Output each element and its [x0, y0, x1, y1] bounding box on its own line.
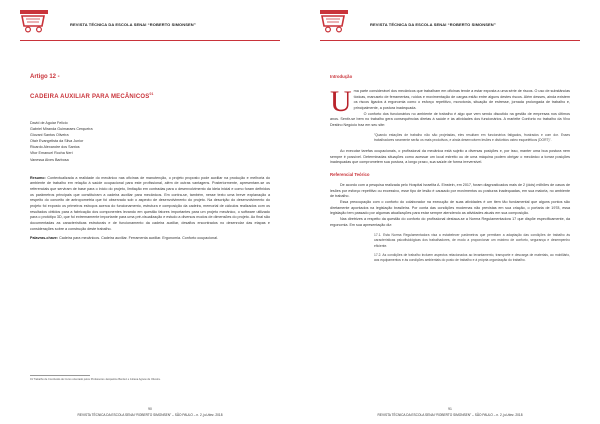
intro-paragraph-1: ma parte considerável dos mecânicos que trabalham em oficinas tende a estar exposta a uma série de riscos. O uso de substâncias tóxicas, manuseio de ferramentas, ruídos e movimentação de cargas estão entre alguns destes riscos. Além desses, ainda existem os riscos ligados à ergonomia como o esforço repetitivo, monotonia, situação de estresse, jornada prolongada de trabalho e, principalmente, a postura inadequada.: [353, 89, 570, 110]
reference-paragraph-1: De acordo com a pesquisa realizada pelo Hospital Israelita A. Einstein, em 2017, foram diagnosticados mais de 2 (dois) milhões de casos de lesões por esforço repetitivo ou excessivo, esse tipo de lesão é causado por movimentos ou posturas inadequadas, em sua maioria, no ambiente de trabalho.: [330, 182, 570, 199]
intro-paragraph-2: O conforto dos funcionários no ambiente de trabalho é algo que vem sendo discutido na gestão de empresas nos últimos anos. Sentir-se bem no trabalho gera consequências diretas à saúde e às atividades dos funcionários. A marleite Conforto no trabalho da Vivo Destino Negócio traz em seu site:: [330, 111, 570, 127]
footnote: 01 Trabalho de Conclusão de Curso orientado pelos Professores Jacqueline Benitez e Juliana Agnew de Oliveira.: [30, 378, 161, 381]
footer-text: REVISTA TÉCNICA DA ESCOLA SENAI “ROBERTO SIMONSEN” – SÃO PAULO – n. 2, jul./dez. 2018: [377, 413, 523, 417]
page-header: [20, 10, 280, 42]
abstract: [30, 176, 270, 233]
article-intro: [30, 74, 270, 242]
footnote-divider: [30, 375, 90, 376]
norm-quote: [374, 233, 570, 263]
author-name: David de Aguiar Felicio: [30, 121, 68, 125]
page-header: [320, 10, 580, 42]
introduction-heading: Introdução: [330, 74, 353, 79]
article-body: [330, 74, 570, 263]
author-name: Vanessa Alves Barbosa: [30, 157, 69, 162]
drop-cap: U: [330, 85, 352, 118]
block-quote: “Quando estações de trabalho não são projetadas, eles resultam em funcionários fatigados, frustrados e com dor. Esses trabalhadores raramente serão os mais produtivos, e ainda desenvolvem lesões e distúrbios osteo esqueléticos (DORT)”.: [374, 132, 570, 142]
reference-paragraph-3: Nas diretrizes a respeito da questão do conforto do profissional destaca-se a Norma Regulamentadora 17 que dispõe especificamente, da ergonomia. Em sua apresentação diz:: [330, 216, 570, 227]
norm-quote-item: 17.2. As condições de trabalho incluem aspectos relacionados ao levantamento, transporte e descarga de materiais, ao mobiliário, aos equipamentos e às condições ambientais do posto de trabalho e à própria organização do trabalho.: [374, 252, 570, 263]
header-divider: [20, 40, 280, 41]
author-name: Ricardo Alexandre dos Santos: [30, 145, 80, 150]
page-footer: [300, 407, 600, 417]
article-title: CADEIRA AUXILIAR PARA MECÂNICOS$^{01}$: [30, 92, 154, 100]
section-kicker: Artigo 12 -: [30, 74, 60, 80]
introduction-section: [330, 85, 570, 166]
theoretical-reference-heading: Referencial Teórico: [330, 171, 370, 177]
abstract-label: Resumo:: [30, 175, 46, 180]
journal-header-title: REVISTA TÉCNICA DA ESCOLA SENAI “ROBERTO SIMONSEN”: [70, 22, 196, 27]
page-number: 91: [448, 407, 452, 411]
title-footnote-mark: 01: [149, 92, 154, 96]
keywords: [30, 236, 270, 242]
reference-paragraph-2: Essa preocupação com o conforto do colaborador na execução de suas atividades é um item tão fundamental que alguns pontos são diretamente apontados na legislação brasileira. Por conta das condições modernas não previstas em sua criação, o portaria de 1978, essa legislação tem passado por algumas atualizações para estar sempre atendendo as atividades atuais em sua composição.: [330, 199, 570, 216]
author-name: Vitor Emanuel Rocha Neri: [30, 151, 73, 156]
abstract-text: Contextualizada a realidade do mecânico nas oficinas de manutenção, o projeto proposto pode auxiliar na produção e melhoria do ambiente de trabalho em relação à saúde ocupacional para este profissional, além de outras vantagens. Posteriormente, apresentam-se os referenciais que serviram de base para o início do projeto, limitação em contradas para o desenvolvimento da ideia inicial e como foram definidos os parâmetros principais que constituíram a cadeira auxiliar para mecânicos. Em contra-se, também, nesse texto uma breve explanação a respeito do conceito de antropometria que foi observado sob o aspecto de desenvolvimento do projeto. Na descrição do desenvolvimento do projeto foi exposto os primeiros esboços acerca do funcionamento, estrutura e composição da cadeira, memorial de cálculos realizados com os resultados obtidos para a fabricação dos componentes levando em questão fatores importantes para um projeto mecânico, o software utilizado para o protótipo 3D, que foi extremamente importante para uma pré-visualização e estudo a diversos modos de dimensões do projeto. Ao final são documentadas as características estruturais e de funcionamento da cadeira auxiliar, desafios encontrados no desenrolar das etapas e considerações sobre a construção deste trabalho.: [30, 175, 270, 231]
footer-text: REVISTA TÉCNICA DA ESCOLA SENAI “ROBERTO SIMONSEN” – SÃO PAULO – n. 2, jul./dez. 2018: [77, 413, 223, 417]
page-number: 90: [148, 407, 152, 411]
author-list: [30, 120, 270, 163]
journal-header-title: REVISTA TÉCNICA DA ESCOLA SENAI “ROBERTO SIMONSEN”: [370, 22, 496, 27]
keywords-label: Palavras-chave:: [30, 236, 59, 241]
journal-logo-icon: [20, 10, 48, 36]
right-page: [300, 0, 600, 424]
page-footer: [0, 407, 300, 417]
author-name: Otair Evangelista da Silva Junior: [30, 139, 84, 144]
header-divider: [320, 40, 580, 41]
keywords-text: Cadeira para mecânicos. Cadeira auxiliar. Ferramenta auxiliar. Ergonomia. Conforto ocupacional.: [59, 236, 218, 241]
author-name: Giovani Santos Oliveira: [30, 133, 69, 138]
journal-logo-icon: [320, 10, 348, 36]
intro-paragraph-3: Ao executar tarefas ocupacionais, o profissional da mecânica está sujeito a diversas posições e, por isso, manter uma boa postura nem sempre é possível. Determinadas situações como acessar um local estreito ou de uma máquina podem obrigar o mecânico a tomar posições inadequadas que comprometem sua postura, a longo prazo, sua saúde de forma irreversível.: [330, 149, 570, 165]
author-name: Gabriel Miranda Guimaraes Cerqueira: [30, 127, 93, 132]
norm-quote-item: 17.1. Esta Norma Regulamentadora visa a estabelecer parâmetros que permitam a adaptação das condições de trabalho às características psicofisiológicas dos trabalhadores, de modo a proporcionar um máximo de conforto, segurança e desempenho eficiente.: [374, 233, 570, 248]
